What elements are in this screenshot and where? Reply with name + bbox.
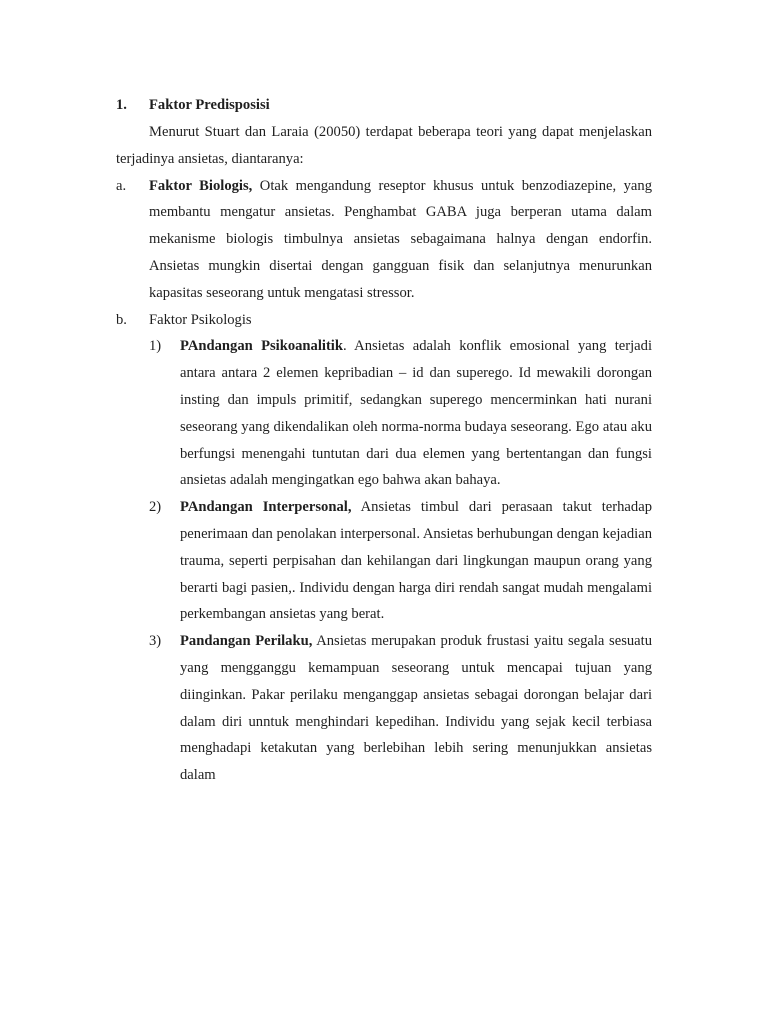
list-marker: b. — [116, 311, 127, 328]
list-item-text — [149, 173, 652, 307]
term-label: PAndangan Interpersonal, — [180, 499, 352, 516]
sublist-item-text — [180, 494, 652, 628]
term-description: Ansietas merupakan produk frustasi yaitu segala sesuatu yang mengganggu kemampuan seseorang untuk mencapai tujuan yang diinginkan. Pakar perilaku menganggap ansietas sebagai dorongan belajar dari dalam diri unntuk menghindari kepedihan. Individu yang sejak kecil terbiasa menghadapi ketakutan yang berlebihan lebih sering menunjukkan ansietas dalam — [180, 633, 652, 784]
list-marker: a. — [116, 177, 127, 194]
sublist-item-perilaku — [149, 628, 652, 789]
section-number: 1. — [116, 97, 127, 113]
list-item-psikologis — [116, 307, 652, 334]
sublist-marker: 3) — [149, 633, 162, 650]
term-description: Otak mengandung reseptor khusus untuk benzodiazepine, yang membantu mengatur ansietas. Penghambat GABA juga berperan utama dalam mekanisme biologis timbulnya ansietas sebagaimana halnya dengan endorfin. Ansietas mungkin disertai dengan gangguan fisik dan selanjutnya menurunkan kapasitas seseorang untuk mengatasi stressor. — [149, 177, 652, 301]
term-label: PAndangan Psikoanalitik — [180, 338, 343, 355]
sublist-item-text — [180, 628, 652, 789]
sublist-item-interpersonal — [149, 494, 652, 628]
section-title: Faktor Predisposisi — [149, 97, 270, 113]
intro-paragraph: Menurut Stuart dan Laraia (20050) terdapat beberapa teori yang dapat menjelaskan terjadinya ansietas, diantaranya: — [116, 124, 652, 167]
section-heading — [116, 92, 652, 119]
list-item-biologis — [116, 173, 652, 307]
sublist-item-text — [180, 333, 652, 494]
term-description: Ansietas timbul dari perasaan takut terhadap penerimaan dan penolakan interpersonal. Ansietas berhubungan dengan kejadian trauma, seperti perpisahan dan kehilangan dari lingkungan maupun orang yang berarti bagi pasien,. Individu dengan harga diri rendah sangat mudah mengalami perkembangan ansietas yang berat. — [180, 499, 652, 623]
list-item-title: Faktor Psikologis — [149, 311, 252, 328]
sublist-marker: 2) — [149, 499, 162, 516]
term-description: . Ansietas adalah konflik emosional yang terjadi antara antara 2 elemen kepribadian – id dan superego. Id mewakili dorongan insting dan impuls primitif, sedangkan superego mencerminkan hati nurani seseorang yang dikendalikan oleh norma-norma budaya seseorang. Ego atau aku berfungsi menengahi tuntutan dari dua elemen yang bertentangan dan fungsi ansietas adalah mengingatkan ego bahwa akan bahaya. — [180, 338, 652, 489]
sublist-marker: 1) — [149, 338, 162, 355]
sublist-item-psikoanalitik — [149, 333, 652, 494]
document-content — [116, 92, 652, 789]
term-label: Faktor Biologis, — [149, 177, 253, 194]
sublist-psikologis — [149, 333, 652, 789]
term-label: Pandangan Perilaku, — [180, 633, 313, 650]
